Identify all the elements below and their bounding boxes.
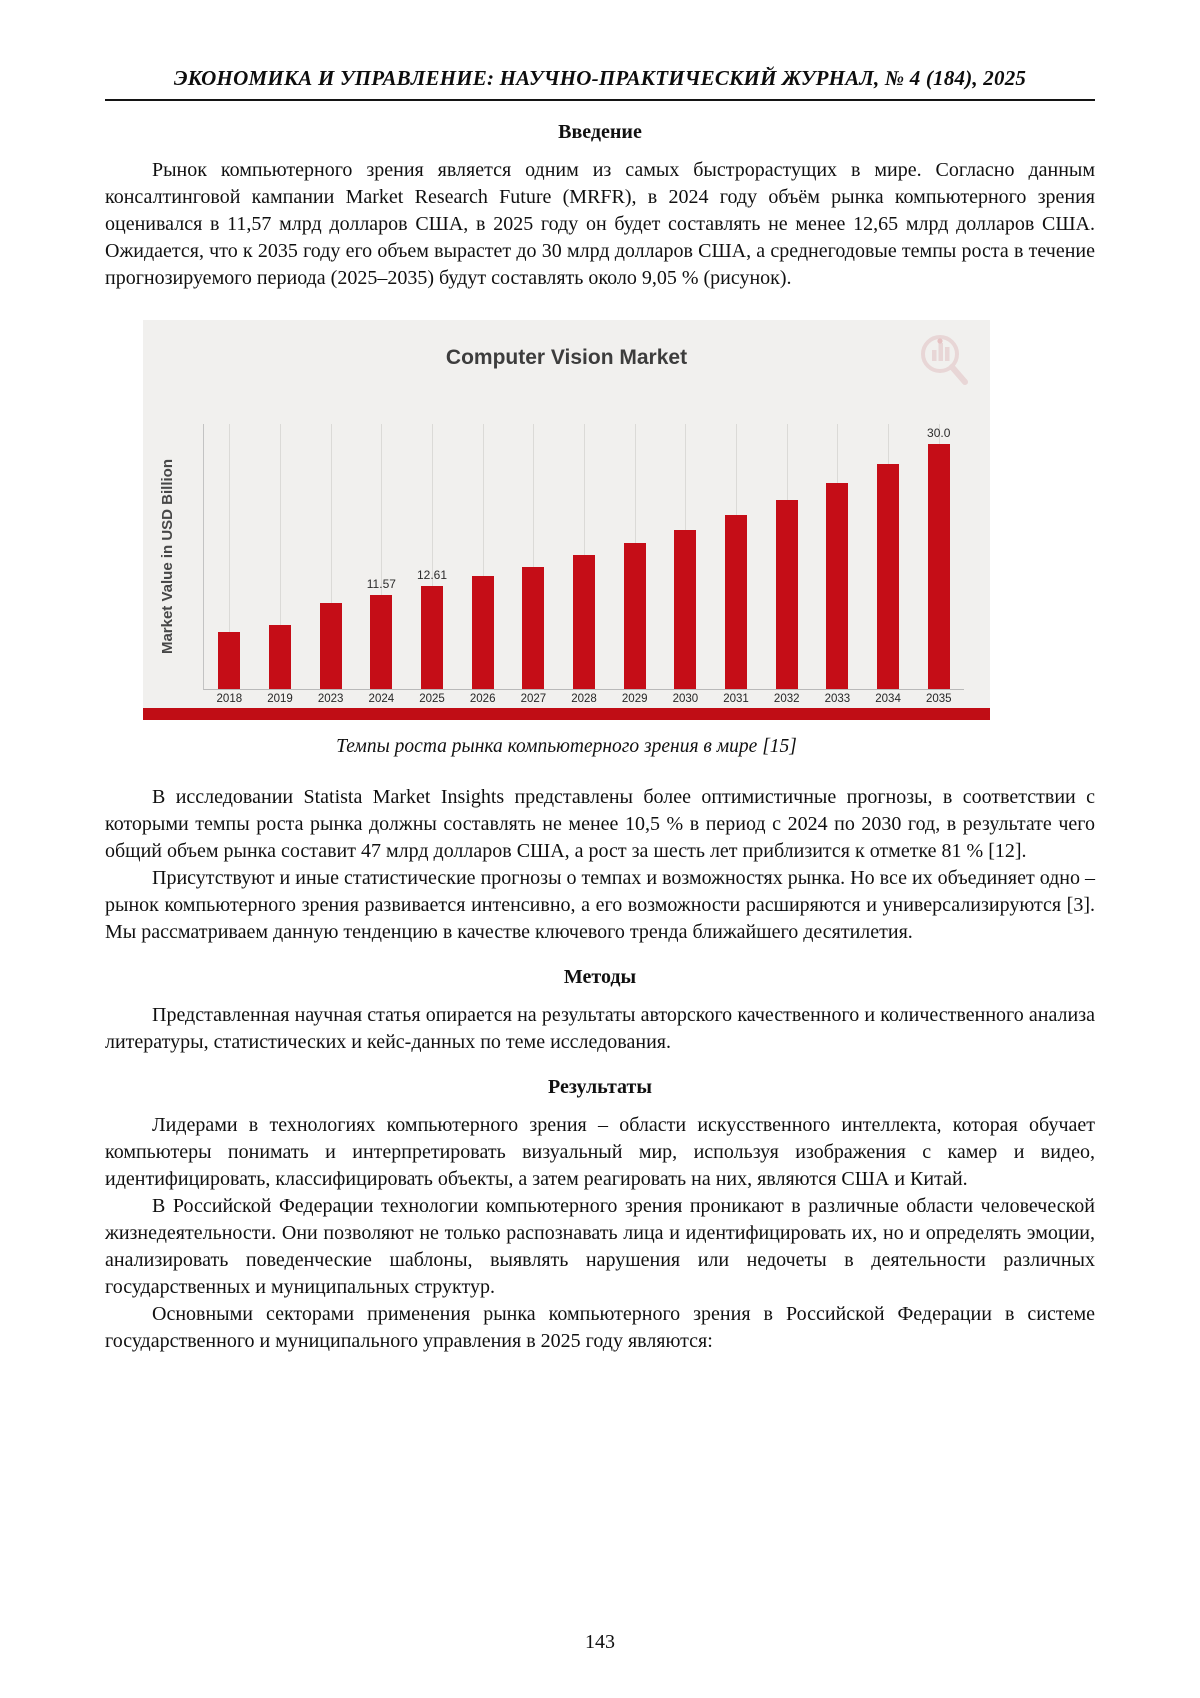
chart-x-tick-label: 2034	[875, 693, 901, 705]
chart-slot	[761, 424, 812, 705]
paragraph: Основными секторами применения рынка компьютерного зрения в Российской Федерации в системе государственного и муниципального управления в 2025 году являются:	[105, 1303, 1095, 1352]
intro-paragraph: Рынок компьютерного зрения является одним из самых быстрорастущих в мире. Согласно данным консалтинговой кампании Market Research Future (MRFR), в 2024 году объём рынка компьютерного зрения оценивался в 11,57 млрд долларов США, в 2025 году он будет составлять не менее 12,65 млрд долларов США. Ожидается, что к 2035 году его объем вырастет до 30 млрд долларов США, а среднегодовые темпы роста в течение прогнозируемого периода (2025–2035) будут составлять около 9,05 % (рисунок).	[105, 159, 1095, 289]
chart-x-tick-label: 2025	[419, 693, 445, 705]
chart-bar	[472, 576, 494, 689]
chart-x-tick-label: 2033	[824, 693, 851, 705]
chart-bar	[269, 625, 291, 689]
chart-bar	[928, 444, 950, 689]
paragraph: Лидерами в технологиях компьютерного зрения – области искусственного интеллекта, которая обучает компьютеры понимать и интерпретировать визуальный мир, используя изображения с камер и видео, идентифицировать, классифицировать объекты, а затем реагировать на них, являются США и Китай.	[105, 1114, 1095, 1190]
chart	[143, 320, 990, 708]
chart-bar-value-label: 30.0	[927, 426, 951, 441]
chart-slot	[863, 424, 914, 705]
chart-slot	[812, 424, 863, 705]
chart-x-tick-label: 2032	[773, 693, 800, 705]
chart-slot	[407, 424, 458, 705]
chart-bar-value-label: 11.57	[366, 576, 396, 591]
chart-bar	[725, 515, 747, 689]
chart-x-tick-label: 2024	[368, 693, 395, 705]
figure-red-strip	[143, 708, 990, 720]
chart-x-tick-label: 2019	[267, 693, 293, 705]
paragraph: Присутствуют и иные статистические прогнозы о темпах и возможностях рынка. Но все их объединяет одно – рынок компьютерного зрения развивается интенсивно, а его возможности расширяются и универсализируются [3]. Мы рассматриваем данную тенденцию в качестве ключевого тренда ближайшего десятилетия.	[105, 867, 1095, 943]
chart-bar	[320, 603, 342, 689]
chart-logo-icon	[910, 330, 974, 395]
chart-bar	[522, 567, 544, 689]
chart-bar	[421, 586, 443, 689]
y-axis-label: Market Value in USD Billion	[159, 458, 176, 655]
section-heading-results: Результаты	[548, 1076, 652, 1098]
figure	[143, 320, 990, 758]
chart-bar	[624, 543, 646, 689]
chart-bar	[218, 632, 240, 689]
chart-slot	[559, 424, 610, 705]
chart-x-tick-label: 2026	[469, 693, 496, 705]
chart-x-tick-label: 2018	[216, 693, 243, 705]
paragraph: В исследовании Statista Market Insights представлены более оптимистичные прогнозы, в соответствии с которыми темпы роста рынка должны составлять не менее 10,5 % в период с 2024 по 2030 год, в результате чего общий объем рынка составит 47 млрд долларов США, а рост за шесть лет приблизится к отметке 81 % [12].	[105, 786, 1095, 862]
section-heading-methods: Методы	[563, 966, 637, 988]
chart-plot	[203, 424, 964, 705]
chart-x-tick-label: 2029	[621, 693, 648, 705]
section-heading-introduction: Введение	[558, 121, 642, 143]
chart-x-tick-label: 2028	[571, 693, 597, 705]
header-rule	[105, 99, 1095, 101]
chart-slot	[609, 424, 660, 705]
paragraph: В Российской Федерации технологии компьютерного зрения проникают в различные области человеческой жизнедеятельности. Они позволяют не только распознавать лица и идентифицировать их, но и определять эмоции, анализировать поведенческие шаблоны, выявлять нарушения или недочеты в деятельности различных государственных и муниципальных структур.	[105, 1195, 1095, 1298]
chart-bar	[877, 464, 899, 689]
chart-title: Computer Vision Market	[445, 346, 688, 369]
chart-slot	[356, 424, 407, 705]
chart-slot	[913, 424, 964, 705]
chart-x-tick-label: 2035	[925, 693, 952, 705]
chart-slot	[508, 424, 559, 705]
chart-slot	[660, 424, 711, 705]
chart-x-tick-label: 2031	[723, 693, 749, 705]
chart-slot	[711, 424, 762, 705]
chart-bar	[674, 530, 696, 689]
figure-caption: Темпы роста рынка компьютерного зрения в мире [15]	[336, 736, 797, 757]
chart-slot	[255, 424, 306, 705]
journal-header: ЭКОНОМИКА И УПРАВЛЕНИЕ: НАУЧНО-ПРАКТИЧЕСКИЙ ЖУРНАЛ, № 4 (184), 2025	[173, 66, 1027, 90]
chart-x-tick-label: 2023	[317, 693, 344, 705]
chart-slot	[305, 424, 356, 705]
chart-bar	[573, 555, 595, 689]
chart-bar-value-label: 12.61	[417, 568, 448, 583]
chart-bar	[826, 483, 848, 689]
paragraph: Представленная научная статья опирается на результаты авторского качественного и количественного анализа литературы, статистических и кейс-данных по теме исследования.	[105, 1004, 1095, 1053]
chart-x-tick-label: 2030	[672, 693, 699, 705]
chart-bar	[776, 500, 798, 689]
chart-bar	[370, 595, 392, 689]
chart-slot	[457, 424, 508, 705]
chart-slot	[204, 424, 255, 705]
chart-x-tick-label: 2027	[520, 693, 547, 705]
page-number: 143	[585, 1631, 615, 1653]
